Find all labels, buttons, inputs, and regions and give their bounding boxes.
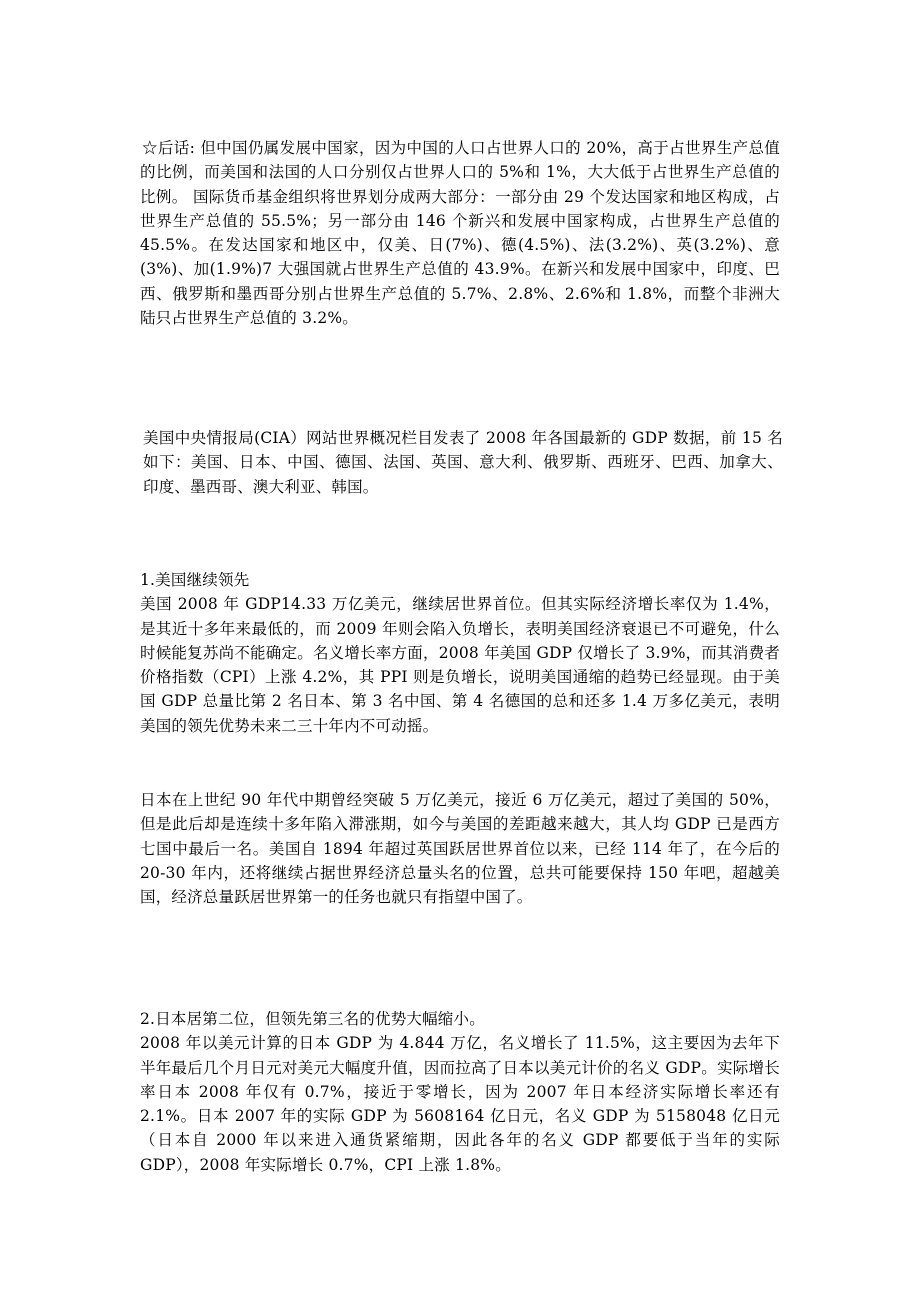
section-1 [140, 568, 780, 738]
section-1-body: 美国 2008 年 GDP14.33 万亿美元，继续居世界首位。但其实际经济增长率仅为 1.4%，是其近十多年来最低的，而 2009 年则会陷入负增长，表明美国经济衰退已不可避免，什么时候能复苏尚不能确定。名义增长率方面，2008 年美国 GDP 仅增长了 3.9%，而其消费者价格指数（CPI）上涨 4.2%，其 PPI 则是负增长，说明美国通缩的趋势已经显现。由于美国 GDP 总量比第 2 名日本、第 3 名中国、第 4 名德国的总和还多 1.4 万多亿美元，表明美国的领先优势未来二三十年内不可动摇。 [140, 595, 780, 735]
afterword-text: 后话: 但中国仍属发展中国家，因为中国的人口占世界人口的 20%，高于占世界生产总值的比例，而美国和法国的人口分别仅占世界人口的 5%和 1%，大大低于占世界生产总值的比例。 国际货币基金组织将世界划分成两大部分：一部分由 29 个发达国家和地区构成，占世界生产总值的 55.5%；另一部分由 146 个新兴和发展中国家构成，占世界生产总值的 45.5%。在发达国家和地区中，仅美、日(7%)、德(4.5%)、法(3.2%)、英(3.2%)、意(3%)、加(1.9%)7 大强国就占世界生产总值的 43.9%。在新兴和发展中国家中，印度、巴西、俄罗斯和墨西哥分别占世界生产总值的 5.7%、2.8%、2.6%和 1.8%，而整个非洲大陆只占世界生产总值的 3.2%。 [140, 139, 781, 328]
section-2 [140, 1007, 780, 1177]
section-2-heading: 2.日本居第二位，但领先第三名的优势大幅缩小。 [140, 1010, 485, 1028]
japan-history-paragraph [140, 788, 780, 909]
section-1-heading: 1.美国继续领先 [140, 571, 250, 589]
cia-intro-text: 美国中央情报局(CIA）网站世界概况栏目发表了 2008 年各国最新的 GDP 数据，前 15 名如下：美国、日本、中国、德国、法国、英国、意大利、俄罗斯、西班牙、巴西、加拿大、印度、墨西哥、澳大利亚、韩国。 [143, 429, 783, 496]
cia-intro-paragraph [143, 426, 783, 499]
star-icon: ☆ [142, 139, 158, 157]
section-2-body: 2008 年以美元计算的日本 GDP 为 4.844 万亿，名义增长了 11.5%，这主要因为去年下半年最后几个月日元对美元大幅度升值，因而拉高了日本以美元计价的名义 GDP。实际增长率日本 2008 年仅有 0.7%，接近于零增长，因为 2007 年日本经济实际增长率还有 2.1%。日本 2007 年的实际 GDP 为 5608164 亿日元，名义 GDP 为 5158048 亿日元（日本自 2000 年以来进入通货紧缩期，因此各年的名义 GDP 都要低于当年的实际 GDP），2008 年实际增长 0.7%，CPI 上涨 1.8%。 [140, 1034, 780, 1174]
japan-history-text: 日本在上世纪 90 年代中期曾经突破 5 万亿美元，接近 6 万亿美元，超过了美国的 50%，但是此后却是连续十多年陷入滞涨期，如今与美国的差距越来越大，其人均 GDP 已是西方七国中最后一名。美国自 1894 年超过英国跃居世界首位以来，已经 114 年了，在今后的 20-30 年内，还将继续占据世界经济总量头名的位置，总共可能要保持 150 年吧，超越美国，经济总量跃居世界第一的任务也就只有指望中国了。 [140, 791, 780, 907]
afterword-paragraph [140, 136, 780, 330]
